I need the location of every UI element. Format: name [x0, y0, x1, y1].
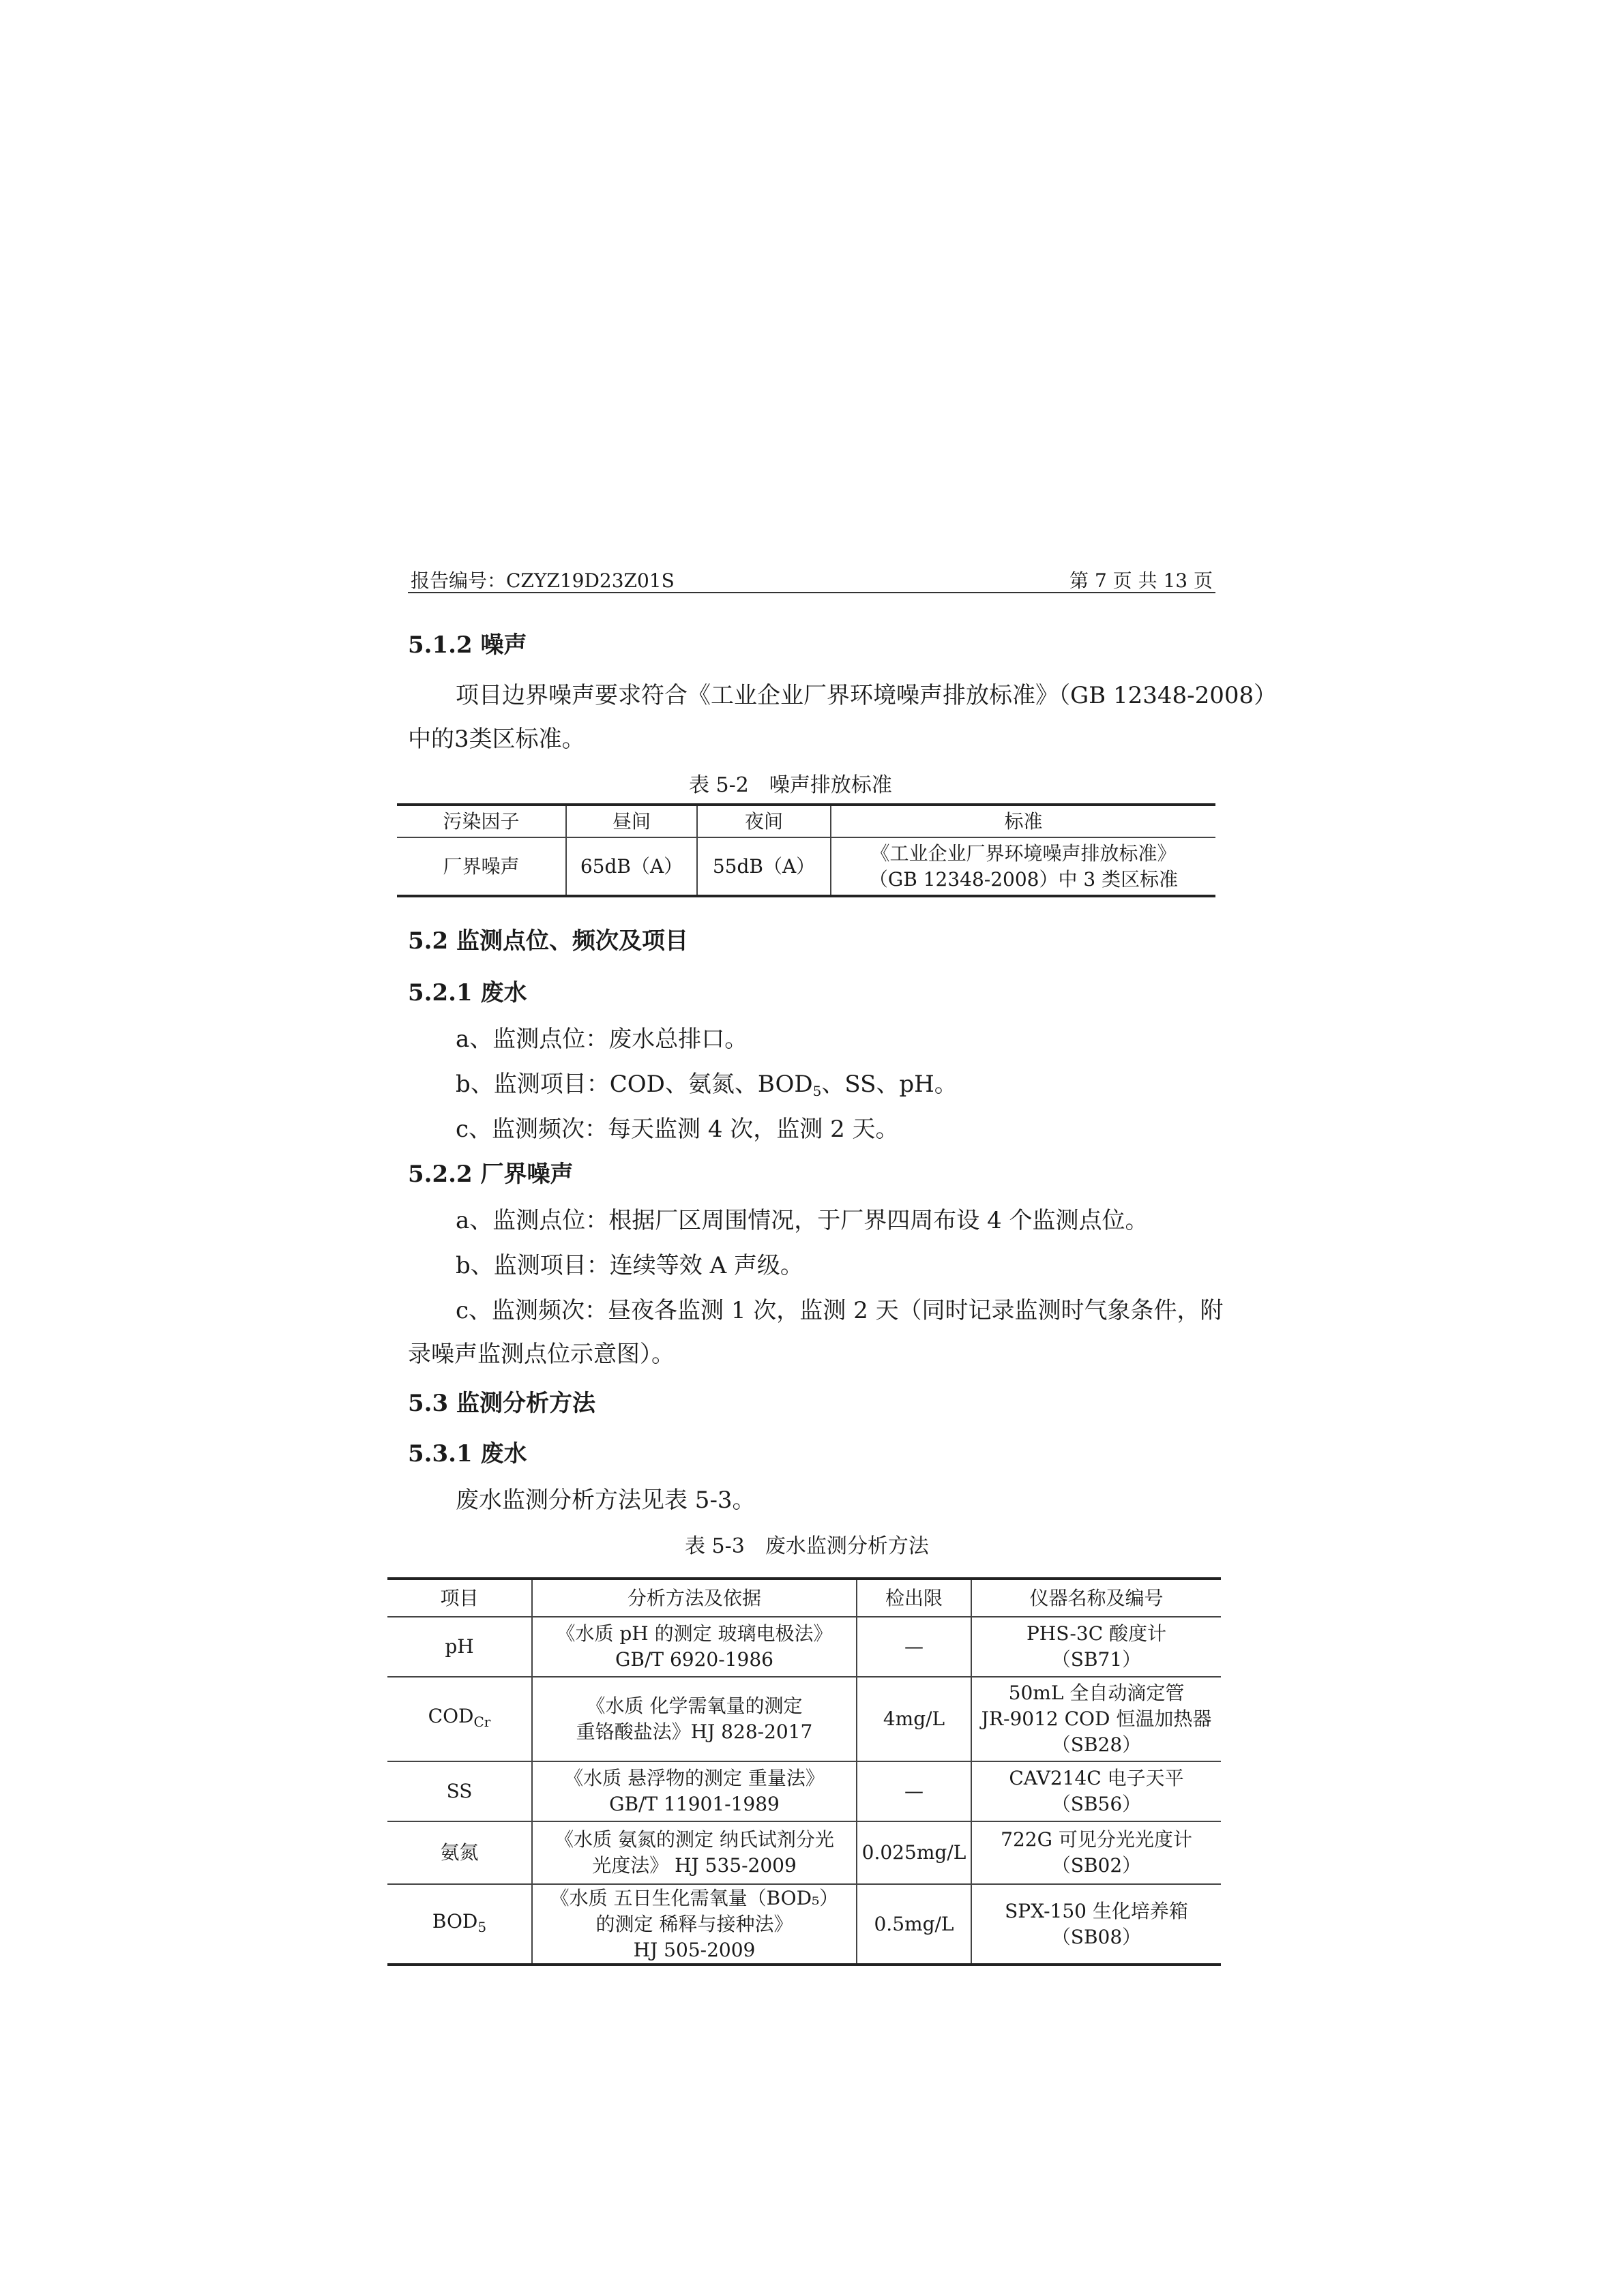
table-row [397, 837, 1215, 896]
report-number: 报告编号：CZYZ19D23Z01S [411, 569, 675, 592]
table-cell: SPX-150 生化培养箱 （SB08） [971, 1884, 1221, 1965]
table-cell: 《水质 悬浮物的测定 重量法》 GB/T 11901-1989 [532, 1761, 857, 1821]
table-cell: 0.025mg/L [857, 1821, 971, 1884]
table-cell: 55dB（A） [697, 837, 831, 896]
table-row [387, 1617, 1221, 1677]
table-cell: 65dB（A） [566, 837, 697, 896]
table-header-row [397, 805, 1215, 837]
table-cell: 氨氮 [387, 1821, 532, 1884]
column-header: 分析方法及依据 [532, 1579, 857, 1617]
table-cell: 4mg/L [857, 1677, 971, 1761]
page-header [408, 565, 1215, 593]
section-heading-5-1-2: 5.1.2 噪声 [408, 631, 527, 659]
table-row [387, 1884, 1221, 1965]
section-heading-5-2: 5.2 监测点位、频次及项目 [408, 927, 688, 955]
paragraph-line: 中的3类区标准。 [408, 726, 585, 753]
section-heading-5-2-1: 5.2.1 废水 [408, 979, 527, 1007]
cell-line: 《工业企业厂界环境噪声排放标准》 [870, 841, 1177, 865]
list-item: c、监测频次：每天监测 4 次，监测 2 天。 [456, 1116, 899, 1143]
table-cell: 50mL 全自动滴定管 JR-9012 COD 恒温加热器 （SB28） [971, 1677, 1221, 1761]
list-item: b、监测项目：COD、氨氮、$BOD_5$、SS、pH。 [456, 1071, 958, 1099]
column-header: 仪器名称及编号 [971, 1579, 1221, 1617]
page-info: 第 7 页 共 13 页 [1069, 569, 1213, 592]
section-heading-5-3: 5.3 监测分析方法 [408, 1390, 595, 1417]
table-cell: 厂界噪声 [397, 837, 566, 896]
table-row [387, 1677, 1221, 1761]
column-header: 检出限 [857, 1579, 971, 1617]
section-heading-5-2-2: 5.2.2 厂界噪声 [408, 1161, 574, 1188]
column-header: 标准 [831, 805, 1215, 837]
table-cell: CAV214C 电子天平 （SB56） [971, 1761, 1221, 1821]
table-cell: 《水质 pH 的测定 玻璃电极法》 GB/T 6920-1986 [532, 1617, 857, 1677]
table-row [387, 1761, 1221, 1821]
table-cell: $BOD_5$ [387, 1884, 532, 1965]
list-item: a、监测点位：根据厂区周围情况，于厂界四周布设 4 个监测点位。 [456, 1207, 1149, 1234]
section-heading-5-3-1: 5.3.1 废水 [408, 1440, 527, 1467]
table-cell: 《水质 氨氮的测定 纳氏试剂分光 光度法》 HJ 535-2009 [532, 1821, 857, 1884]
list-item: b、监测项目：连续等效 A 声级。 [456, 1252, 803, 1279]
table-cell: — [857, 1761, 971, 1821]
table-cell: PHS-3C 酸度计 （SB71） [971, 1617, 1221, 1677]
table-cell: 722G 可见分光光度计 （SB02） [971, 1821, 1221, 1884]
noise-standard-table [397, 803, 1215, 897]
list-item: c、监测频次：昼夜各监测 1 次，监测 2 天（同时记录监测时气象条件，附 [456, 1297, 1224, 1324]
table-cell: 《水质 化学需氧量的测定 重铬酸盐法》HJ 828-2017 [532, 1677, 857, 1761]
table-cell: pH [387, 1617, 532, 1677]
table-cell: SS [387, 1761, 532, 1821]
column-header: 夜间 [697, 805, 831, 837]
table-cell: 《水质 五日生化需氧量（BOD₅） 的测定 稀释与接种法》 HJ 505-2009 [532, 1884, 857, 1965]
column-header: 项目 [387, 1579, 532, 1617]
column-header: 昼间 [566, 805, 697, 837]
table-cell: $COD_{Cr}$ [387, 1677, 532, 1761]
table-caption: 表 5-3 废水监测分析方法 [685, 1534, 929, 1558]
paragraph-line: 项目边界噪声要求符合《工业企业厂界环境噪声排放标准》（GB 12348-2008） [456, 682, 1278, 709]
table-row [387, 1821, 1221, 1884]
table-header-row [387, 1579, 1221, 1617]
table-cell [831, 837, 1215, 896]
paragraph: 废水监测分析方法见表 5-3。 [456, 1487, 756, 1514]
wastewater-method-table [387, 1577, 1221, 1966]
cell-line: （GB 12348-2008）中 3 类区标准 [868, 867, 1179, 891]
list-item-continued: 录噪声监测点位示意图）。 [408, 1341, 675, 1368]
table-cell: — [857, 1617, 971, 1677]
list-item: a、监测点位：废水总排口。 [456, 1026, 748, 1053]
table-cell: 0.5mg/L [857, 1884, 971, 1965]
column-header: 污染因子 [397, 805, 566, 837]
table-caption: 表 5-2 噪声排放标准 [689, 773, 892, 797]
